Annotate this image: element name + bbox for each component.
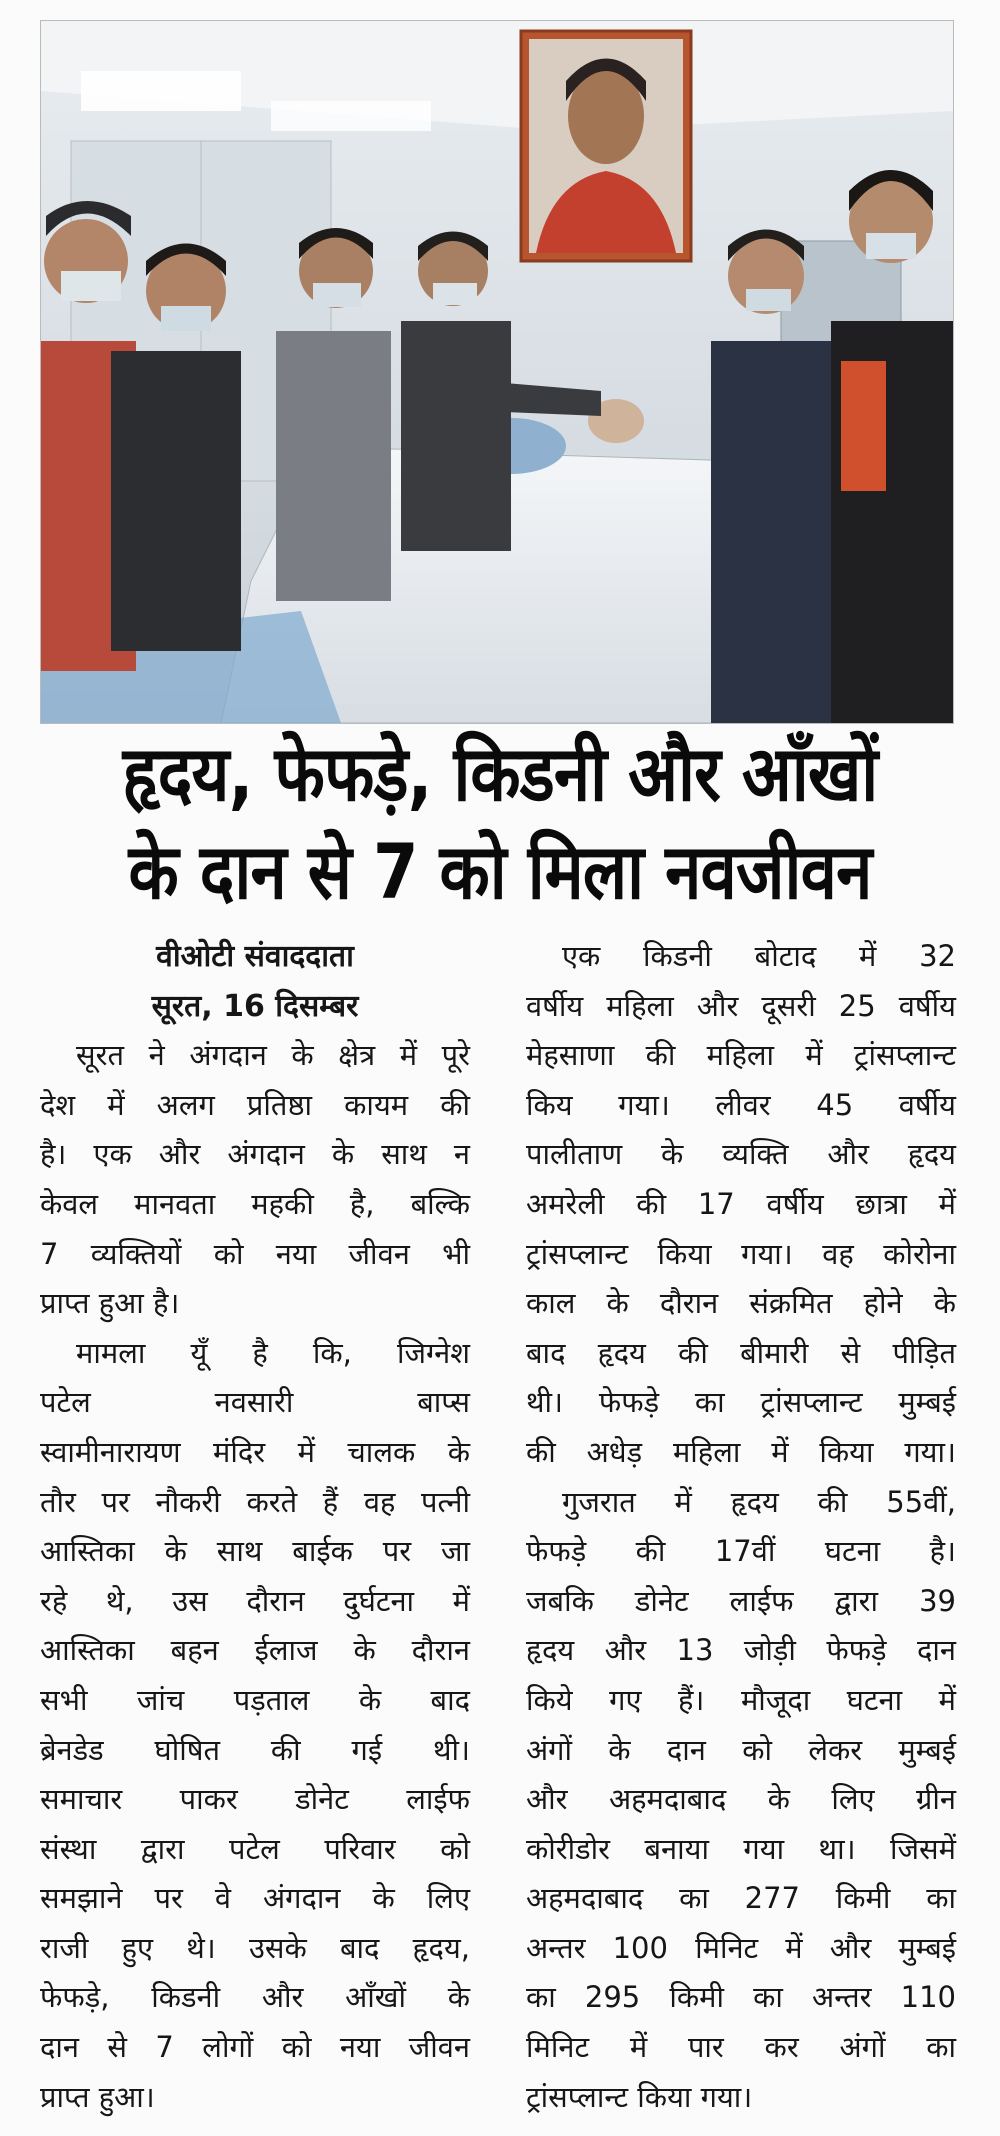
body-line: काल के दौरान संक्रमित होने के xyxy=(526,1286,956,1321)
body-line: ट्रांसप्लान्ट किया गया। वह कोरोना xyxy=(526,1236,956,1271)
body-line: है। एक और अंगदान के साथ न xyxy=(40,1137,470,1172)
body-line: और अहमदाबाद के लिए ग्रीन xyxy=(526,1782,956,1817)
body-line: केवल मानवता महकी है, बल्कि xyxy=(40,1186,470,1221)
body-line: पालीताण के व्यक्ति और हृदय xyxy=(526,1137,956,1172)
body-line: गुजरात में हृदय की 55वीं, xyxy=(562,1484,956,1519)
body-line: हृदय और 13 जोड़ी फेफड़े दान xyxy=(526,1633,956,1668)
body-line: आस्तिका बहन ईलाज के दौरान xyxy=(40,1633,470,1668)
news-photo xyxy=(40,20,954,724)
body-line: जबकि डोनेट लाईफ द्वारा 39 xyxy=(526,1583,956,1618)
body-line: रहे थे, उस दौरान दुर्घटना में xyxy=(40,1583,470,1618)
body-line: 7 व्यक्तियों को नया जीवन भी xyxy=(40,1236,470,1271)
body-line: प्राप्त हुआ है। xyxy=(40,1286,180,1321)
body-line: किये गए हैं। मौजूदा घटना में xyxy=(526,1682,956,1717)
body-line: समाचार पाकर डोनेट लाईफ xyxy=(40,1782,470,1817)
reporter-byline: वीओटी संवाददाता xyxy=(156,939,354,974)
body-line: अन्तर 100 मिनिट में और मुम्बई xyxy=(526,1930,956,1965)
body-line: का 295 किमी का अन्तर 110 xyxy=(526,1980,956,2015)
body-line: सूरत ने अंगदान के क्षेत्र में पूरे xyxy=(76,1038,470,1073)
body-line: मिनिट में पार कर अंगों का xyxy=(526,2030,956,2065)
body-line: फेफड़े की 17वीं घटना है। xyxy=(526,1534,956,1569)
body-line: तौर पर नौकरी करते हैं वह पत्नी xyxy=(40,1484,470,1519)
body-line: मामला यूँ है कि, जिग्नेश xyxy=(76,1335,470,1370)
body-line: पटेल नवसारी बाप्स xyxy=(40,1385,470,1420)
body-line: ट्रांसप्लान्ट किया गया। xyxy=(526,2079,753,2114)
body-line: वर्षीय महिला और दूसरी 25 वर्षीय xyxy=(526,988,956,1023)
body-line: स्वामीनारायण मंदिर में चालक के xyxy=(40,1434,470,1469)
dateline: सूरत, 16 दिसम्बर xyxy=(151,988,359,1024)
body-line: प्राप्त हुआ। xyxy=(40,2079,155,2114)
body-line: संस्था द्वारा पटेल परिवार को xyxy=(40,1831,470,1866)
body-line: ब्रेनडेड घोषित की गई थी। xyxy=(40,1732,470,1767)
body-line: की अधेड़ महिला में किया गया। xyxy=(526,1434,956,1469)
body-line: बाद हृदय की बीमारी से पीड़ित xyxy=(526,1335,956,1370)
portrait-frame xyxy=(521,31,691,261)
headline-line-2: के दान से 7 को मिला नवजीवन xyxy=(128,827,872,916)
article-column-left xyxy=(40,932,470,2122)
headline-line-1: हृदय, फेफड़े, किडनी और आँखों xyxy=(122,729,878,818)
body-line: एक किडनी बोटाद में 32 xyxy=(562,939,956,973)
body-line: थी। फेफड़े का ट्रांसप्लान्ट मुम्बई xyxy=(526,1385,956,1420)
body-line: दान से 7 लोगों को नया जीवन xyxy=(40,2030,470,2065)
body-line: अहमदाबाद का 277 किमी का xyxy=(526,1881,956,1916)
body-line: सभी जांच पड़ताल के बाद xyxy=(40,1682,470,1717)
hospital-scene-illustration xyxy=(41,21,953,723)
body-line: कोरीडोर बनाया गया था। जिसमें xyxy=(526,1831,956,1866)
article-column-right xyxy=(526,932,956,2122)
body-line: समझाने पर वे अंगदान के लिए xyxy=(40,1881,470,1916)
body-line: अमरेली की 17 वर्षीय छात्रा में xyxy=(526,1186,956,1221)
body-line: आस्तिका के साथ बाईक पर जा xyxy=(40,1534,470,1569)
body-line: फेफड़े, किडनी और आँखों के xyxy=(40,1980,470,2015)
body-line: देश में अलग प्रतिष्ठा कायम की xyxy=(40,1087,470,1122)
body-line: अंगों के दान को लेकर मुम्बई xyxy=(526,1732,956,1767)
body-line: राजी हुए थे। उसके बाद हृदय, xyxy=(40,1930,470,1965)
body-line: किय गया। लीवर 45 वर्षीय xyxy=(526,1087,956,1122)
body-line: मेहसाणा की महिला में ट्रांसप्लान्ट xyxy=(526,1038,956,1073)
